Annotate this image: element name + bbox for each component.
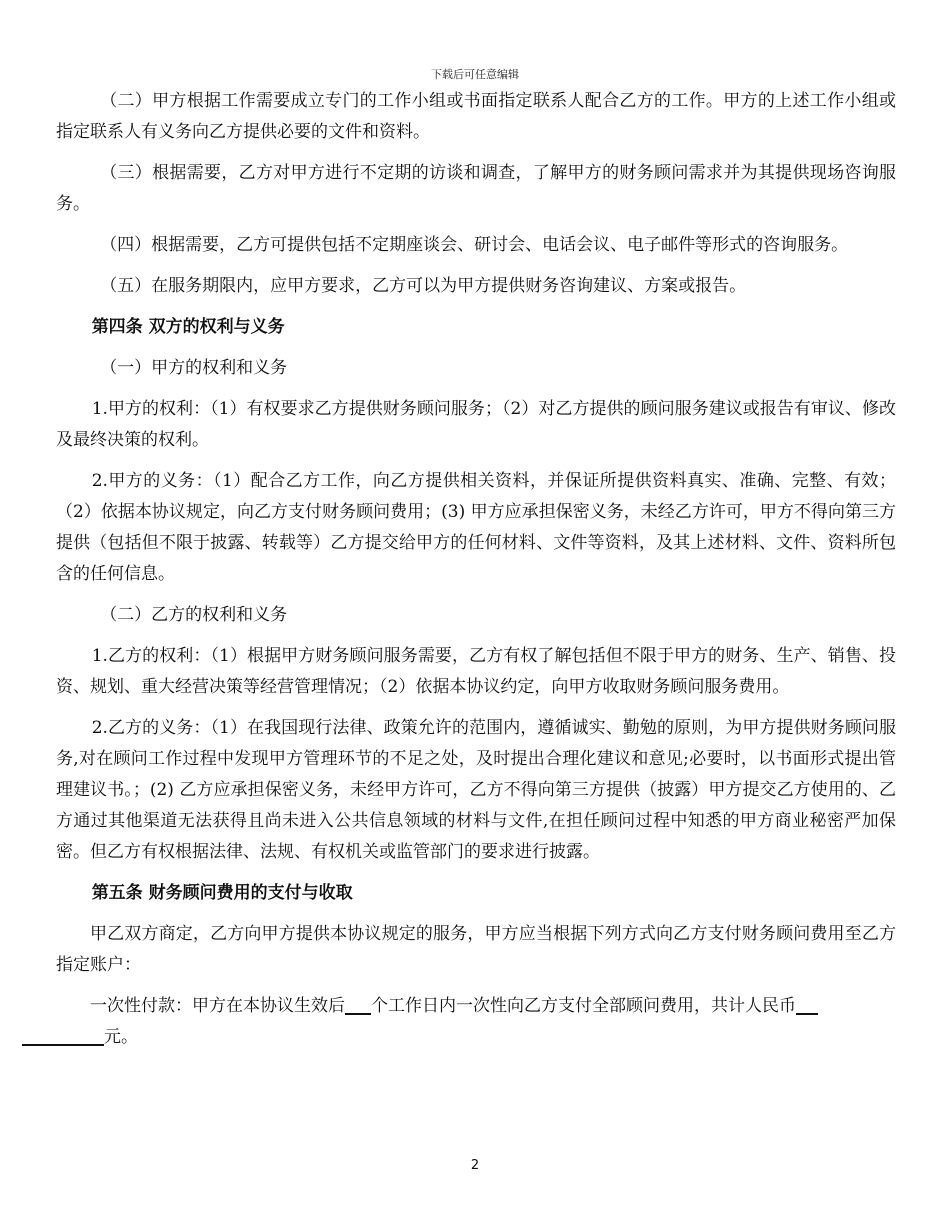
party-a-rights-heading: （一）甲方的权利和义务 <box>100 358 288 378</box>
party-a-rights: 1.甲方的权利：（1）有权要求乙方提供财务顾问服务；（2）对乙方提供的顾问服务建议或报告有审议、修改及最终决策的权利。 <box>56 399 896 450</box>
article-5-heading: 第五条 财务顾问费用的支付与收取 <box>91 883 353 903</box>
lump-sum-text-c: 元。 <box>104 1027 138 1047</box>
lump-sum-text-a: 一次性付款：甲方在本协议生效后 <box>90 996 345 1016</box>
days-blank[interactable] <box>345 993 371 1015</box>
party-b-rights: 1.乙方的权利：（1）根据甲方财务顾问服务需要，乙方有权了解包括但不限于甲方的财务、生产、销售、投资、规划、重大经营决策等经营管理情况；（2）依据本协议约定，向甲方收取财务顾问服务费用。 <box>56 646 896 697</box>
paragraph-2-4: （四）根据需要，乙方可提供包括不定期座谈会、研讨会、电话会议、电子邮件等形式的咨询服务。 <box>100 235 849 255</box>
paragraph-2-5: （五）在服务期限内，应甲方要求，乙方可以为甲方提供财务咨询建议、方案或报告。 <box>100 276 747 296</box>
party-b-rights-heading: （二）乙方的权利和义务 <box>100 605 288 625</box>
page-number: 2 <box>470 1158 480 1173</box>
lump-sum-text-b: 个工作日内一次性向乙方支付全部顾问费用，共计人民币 <box>371 996 796 1016</box>
paragraph-2-3: （三）根据需要，乙方对甲方进行不定期的访谈和调查，了解甲方的财务顾问需求并为其提供现场咨询服务。 <box>56 163 896 214</box>
party-a-obligations: 2.甲方的义务：（1）配合乙方工作，向乙方提供相关资料，并保证所提供资料真实、准确、完整、有效；（2）依据本协议规定，向乙方支付财务顾问费用；(3) 甲方应承担保密义务，未经乙方许可，甲方不得向第三方提供（包括但不限于披露、转载等）乙方提交给甲方的任何材料、文件等资料，及其上述材料、文件、资料所包含的任何信息。 <box>56 471 896 584</box>
party-b-obligations: 2.乙方的义务：（1）在我国现行法律、政策允许的范围内，遵循诚实、勤勉的原则，为甲方提供财务顾问服务,对在顾问工作过程中发现甲方管理环节的不足之处，及时提出合理化建议和意见;必要时，以书面形式提出管理建议书。；(2) 乙方应承担保密义务，未经甲方许可，乙方不得向第三方提供（披露）甲方提交乙方使用的、乙方通过其他渠道无法获得且尚未进入公共信息领域的材料与文件,在担任顾问过程中知悉的甲方商业秘密严加保密。但乙方有权根据法律、法规、有权机关或监管部门的要求进行披露。 <box>56 718 896 862</box>
article-4-heading: 第四条 双方的权利与义务 <box>91 317 285 337</box>
document-body <box>56 86 896 1063</box>
amount-blank-start[interactable] <box>796 993 818 1015</box>
payment-intro: 甲乙双方商定，乙方向甲方提供本协议规定的服务，甲方应当根据下列方式向乙方支付财务顾问费用至乙方指定账户： <box>56 924 896 975</box>
lump-sum-payment <box>56 991 896 1053</box>
header-note: 下载后可任意编辑 <box>431 68 519 81</box>
amount-blank[interactable] <box>22 1024 104 1046</box>
paragraph-2-2: （二）甲方根据工作需要成立专门的工作小组或书面指定联系人配合乙方的工作。甲方的上述工作小组或指定联系人有义务向乙方提供必要的文件和资料。 <box>56 91 896 142</box>
